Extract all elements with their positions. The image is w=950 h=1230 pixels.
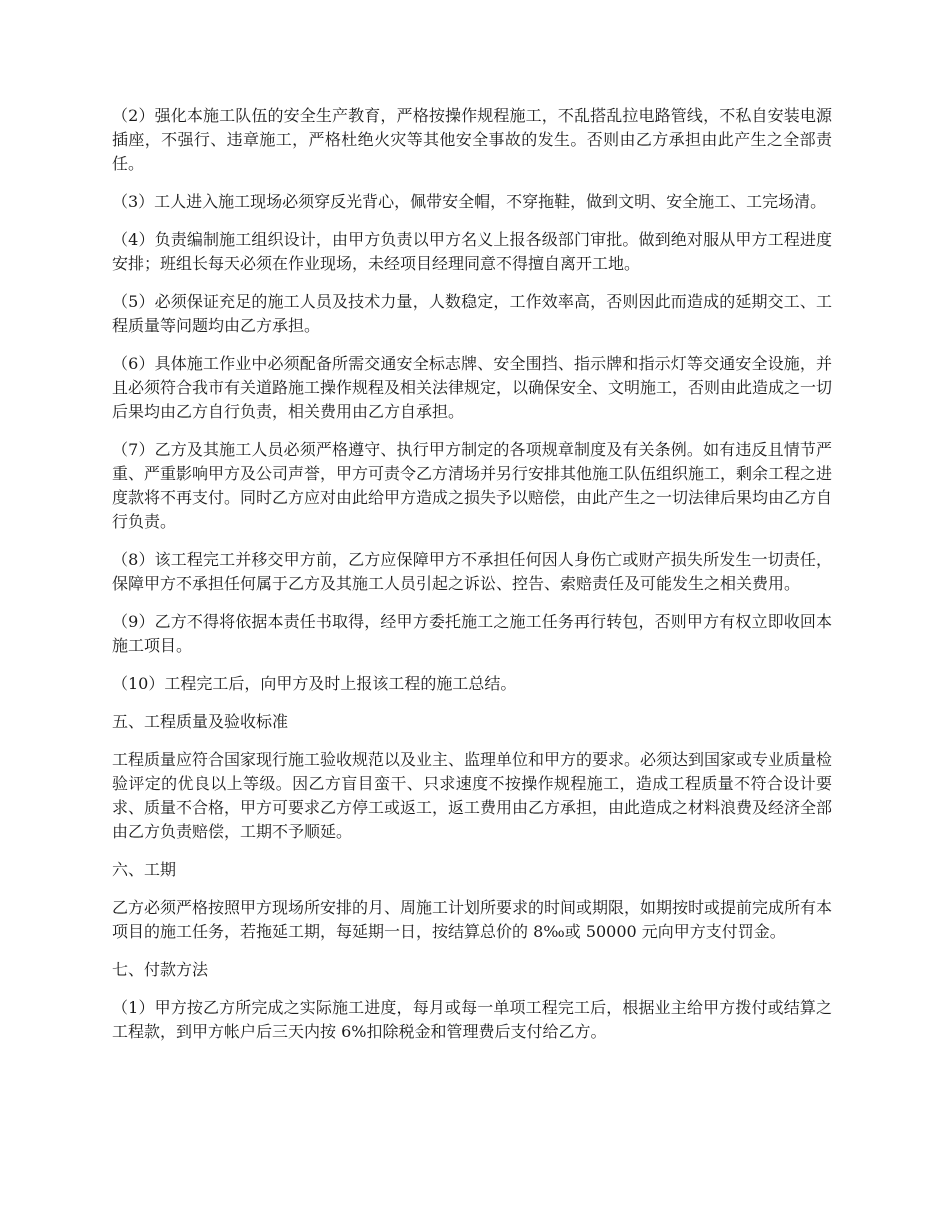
section-heading-quality: 五、工程质量及验收标准 (112, 712, 289, 731)
paragraph-item-3: （3）工人进入施工现场必须穿反光背心，佩带安全帽，不穿拖鞋，做到文明、安全施工、工完场清。 (112, 192, 827, 211)
paragraph-payment-1: （1）甲方按乙方所完成之实际施工进度，每月或每一单项工程完工后，根据业主给甲方拨付或结算之工程款，到甲方帐户后三天内按 6%扣除税金和管理费后支付给乙方。 (112, 998, 832, 1041)
paragraph-item-10: （10）工程完工后，向甲方及时上报该工程的施工总结。 (112, 674, 517, 693)
paragraph-item-8: （8）该工程完工并移交甲方前，乙方应保障甲方不承担任何因人身伤亡或财产损失所发生一切责任，保障甲方不承担任何属于乙方及其施工人员引起之诉讼、控告、索赔责任及可能发生之相关费用。 (112, 550, 832, 593)
paragraph-item-5: （5）必须保证充足的施工人员及技术力量，人数稳定，工作效率高，否则因此而造成的延期交工、工程质量等问题均由乙方承担。 (112, 292, 832, 335)
paragraph-schedule: 乙方必须严格按照甲方现场所安排的月、周施工计划所要求的时间或期限，如期按时或提前完成所有本项目的施工任务，若拖延工期，每延期一日，按结算总价的 8‰或 50000 元向甲方支付罚金。 (112, 898, 833, 941)
paragraph-item-2: （2）强化本施工队伍的安全生产教育，严格按操作规程施工，不乱搭乱拉电路管线，不私自安装电源插座，不强行、违章施工，严格杜绝火灾等其他安全事故的发生。否则由乙方承担由此产生之全部责任。 (112, 106, 832, 173)
paragraph-item-9: （9）乙方不得将依据本责任书取得，经甲方委托施工之施工任务再行转包，否则甲方有权立即收回本施工项目。 (112, 612, 832, 655)
document-page (112, 104, 832, 1058)
paragraph-item-7: （7）乙方及其施工人员必须严格遵守、执行甲方制定的各项规章制度及有关条例。如有违反且情节严重、严重影响甲方及公司声誉，甲方可责令乙方清场并另行安排其他施工队伍组织施工，剩余工程之进度款将不再支付。同时乙方应对由此给甲方造成之损失予以赔偿，由此产生之一切法律后果均由乙方自行负责。 (112, 440, 833, 531)
paragraph-quality-standard: 工程质量应符合国家现行施工验收规范以及业主、监理单位和甲方的要求。必须达到国家或专业质量检验评定的优良以上等级。因乙方盲目蛮干、只求速度不按操作规程施工，造成工程质量不符合设计要求、质量不合格，甲方可要求乙方停工或返工，返工费用由乙方承担，由此造成之材料浪费及经济全部由乙方负责赔偿，工期不予顺延。 (112, 750, 833, 841)
section-heading-schedule: 六、工期 (112, 860, 177, 879)
paragraph-item-6: （6）具体施工作业中必须配备所需交通安全标志牌、安全围挡、指示牌和指示灯等交通安全设施，并且必须符合我市有关道路施工操作规程及相关法律规定，以确保安全、文明施工，否则由此造成之一切后果均由乙方自行负责，相关费用由乙方自承担。 (112, 354, 833, 421)
section-heading-payment: 七、付款方法 (112, 960, 209, 979)
paragraph-item-4: （4）负责编制施工组织设计，由甲方负责以甲方名义上报各级部门审批。做到绝对服从甲方工程进度安排；班组长每天必须在作业现场，未经项目经理同意不得擅自离开工地。 (112, 230, 832, 273)
